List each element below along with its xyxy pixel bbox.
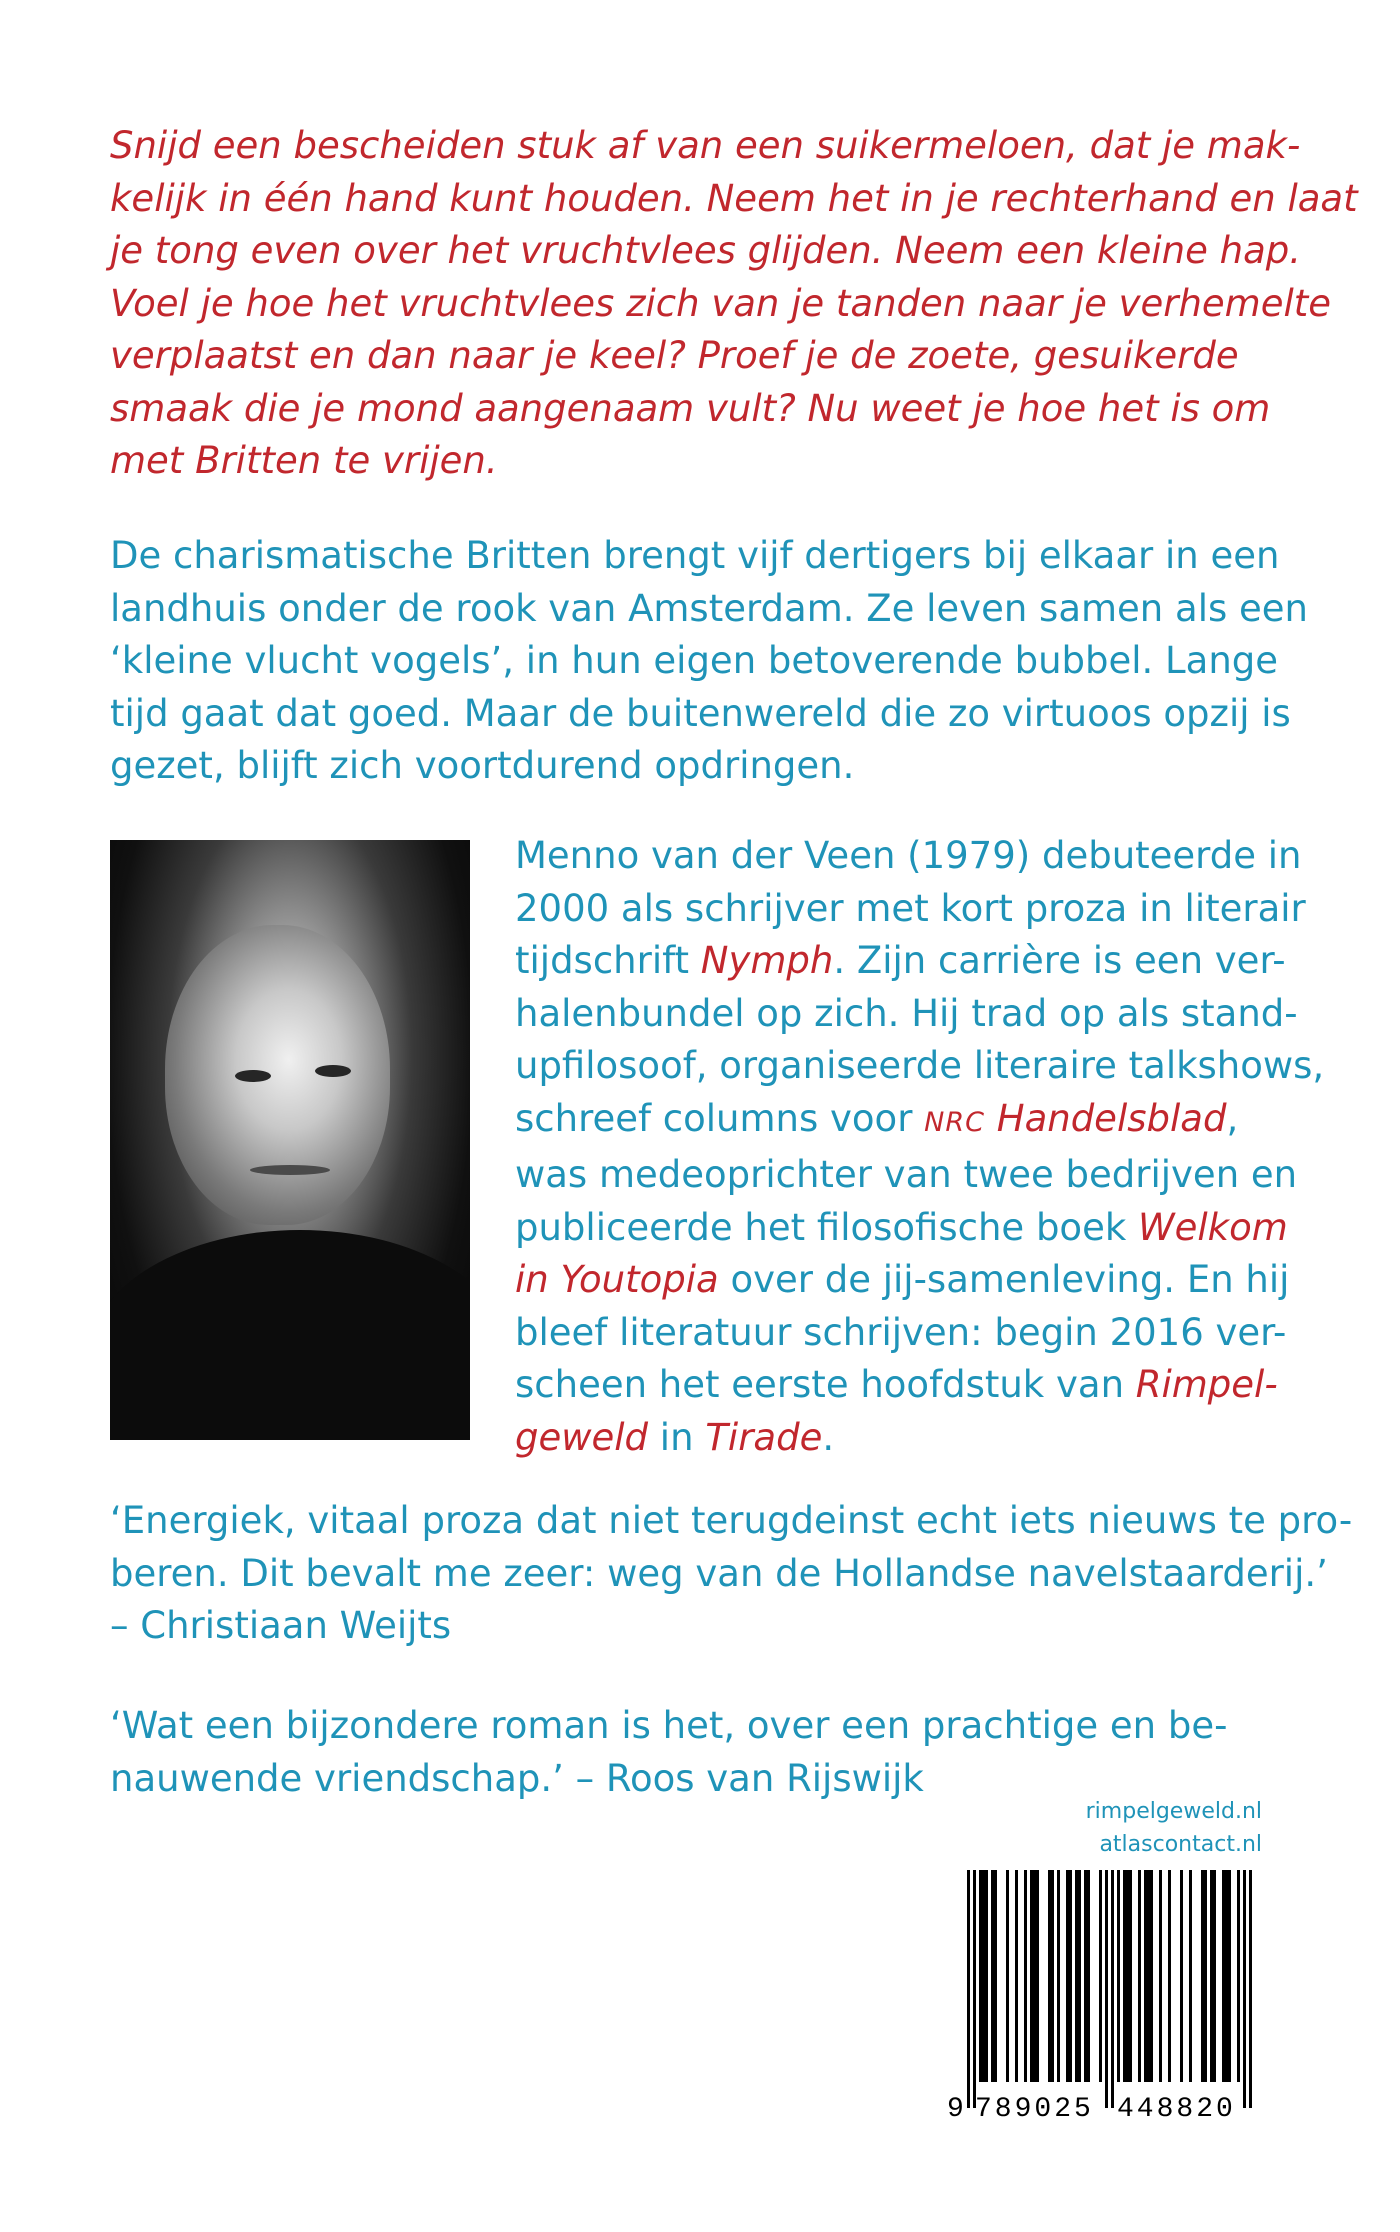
website-link-atlascontact[interactable]: atlascontact.nl — [1099, 1832, 1262, 1857]
barcode-guard-bar — [1105, 1870, 1108, 2108]
barcode-bar — [1168, 1870, 1171, 2082]
bio-line — [515, 935, 1286, 988]
barcode-bar — [1057, 1870, 1060, 2082]
quote-line: ‘Wat een bijzondere roman is het, over een prachtige en be- — [110, 1704, 1228, 1747]
isbn-barcode — [945, 1870, 1263, 2120]
barcode-bar — [1117, 1870, 1120, 2082]
author-photo-eye — [315, 1065, 351, 1077]
quote-attribution: – Christiaan Weijts — [110, 1604, 452, 1647]
barcode-bar — [1180, 1870, 1183, 2082]
bio-line: bleef literatuur schrijven: begin 2016 ver- — [515, 1310, 1287, 1354]
barcode-bar — [991, 1870, 994, 2082]
barcode-bar — [1150, 1870, 1153, 2082]
excerpt-line: verplaatst en dan naar je keel? Proef je de zoete, gesuikerde — [110, 334, 1239, 377]
bio-line: 2000 als schrijver met kort proza in literair — [515, 886, 1306, 930]
bio-line — [515, 1359, 1278, 1412]
website-link-rimpelgeweld[interactable]: rimpelgeweld.nl — [1085, 1799, 1262, 1824]
bio-text: publiceerde het filosofische boek — [515, 1205, 1139, 1249]
barcode-bar — [1024, 1870, 1027, 2082]
barcode-bar — [1213, 1870, 1216, 2082]
bio-line: upfilosoof, organiseerde literaire talkshows, — [515, 1044, 1325, 1087]
book-title-rimpelgeweld: Rimpel- — [1135, 1363, 1278, 1406]
author-bio — [515, 830, 1325, 1464]
synopsis-line: ‘kleine vlucht vogels’, in hun eigen betoverende bubbel. Lange — [110, 639, 1279, 682]
bio-text: . — [822, 1415, 835, 1459]
excerpt-line: Snijd een bescheiden stuk af van een suikermeloen, dat je mak- — [110, 124, 1301, 167]
barcode-bar — [1225, 1870, 1228, 2082]
quote-line: beren. Dit bevalt me zeer: weg van de Hollandse navelstaarderij.’ — [110, 1551, 1328, 1595]
barcode-bar — [1189, 1870, 1192, 2082]
barcode-bar — [1066, 1870, 1069, 2082]
book-title-youtopia: in Youtopia — [515, 1258, 719, 1301]
barcode-bar — [1033, 1870, 1036, 2082]
bio-text: over de jij-samenleving. En hij — [718, 1258, 1290, 1301]
barcode-bar — [1036, 1870, 1039, 2082]
barcode-guard-bar — [973, 1870, 976, 2108]
barcode-bar — [1228, 1870, 1231, 2082]
website-links — [1086, 1795, 1262, 1861]
barcode-digit-first: 9 — [947, 2094, 964, 2120]
author-photo-eye — [235, 1070, 271, 1082]
book-title-rimpelgeweld: geweld — [515, 1415, 649, 1459]
barcode-bars — [945, 1870, 1263, 2120]
barcode-bar — [1222, 1870, 1225, 2082]
quote-line: nauwende vriendschap.’ – Roos van Rijswijk — [110, 1756, 924, 1800]
bio-line — [515, 1254, 1290, 1307]
synopsis-line: tijd gaat dat goed. Maar de buitenwereld die zo virtuoos opzij is — [110, 691, 1291, 735]
bio-line: was medeoprichter van twee bedrijven en — [515, 1153, 1298, 1196]
barcode-digits-right: 448820 — [1117, 2094, 1236, 2120]
barcode-bar — [1204, 1870, 1207, 2082]
barcode-bar — [979, 1870, 982, 2082]
barcode-guard-bar — [967, 1870, 970, 2108]
barcode-bar — [994, 1870, 997, 2082]
barcode-bar — [1138, 1870, 1141, 2082]
bio-line: halenbundel op zich. Hij trad op als stand- — [515, 991, 1298, 1035]
bio-text: scheen het eerste hoofdstuk van — [515, 1363, 1136, 1406]
bio-text: schreef columns voor — [515, 1096, 925, 1140]
excerpt-line: kelijk in één hand kunt houden. Neem het in je rechterhand en laat — [110, 176, 1358, 220]
newspaper-title-handelsblad: Handelsblad — [996, 1096, 1227, 1140]
bio-text: , — [1226, 1096, 1239, 1140]
barcode-bar — [1078, 1870, 1081, 2082]
barcode-bar — [1123, 1870, 1126, 2082]
barcode-digits-left: 789025 — [975, 2094, 1094, 2120]
barcode-bar — [985, 1870, 988, 2082]
synopsis-line: De charismatische Britten brengt vijf dertigers bij elkaar in een — [110, 534, 1280, 577]
bio-line — [515, 1093, 1262, 1150]
bio-line — [515, 1412, 1262, 1465]
excerpt-line: Voel je hoe het vruchtvlees zich van je tanden naar je verhemelte — [110, 281, 1332, 325]
barcode-bar — [1048, 1870, 1051, 2082]
synopsis-line: gezet, blijft zich voortdurend opdringen. — [110, 744, 855, 787]
barcode-bar — [1129, 1870, 1132, 2082]
review-quote-weijts — [110, 1495, 1353, 1653]
newspaper-abbrev-nrc: NRC — [924, 1106, 985, 1138]
synopsis-paragraph — [110, 530, 1308, 793]
barcode-bar — [1201, 1870, 1204, 2082]
barcode-bar — [1087, 1870, 1090, 2082]
barcode-bar — [1006, 1870, 1009, 2082]
barcode-bar — [1069, 1870, 1072, 2082]
author-photo-sweater — [110, 1230, 470, 1440]
magazine-title-tirade: Tirade — [705, 1415, 823, 1459]
excerpt-line: je tong even over het vruchtvlees glijden. Neem een kleine hap. — [110, 229, 1302, 272]
barcode-bar — [1099, 1870, 1102, 2082]
quote-line: ‘Energiek, vitaal proza dat niet terugdeinst echt iets nieuws te pro- — [110, 1499, 1353, 1542]
author-photo-face — [165, 925, 390, 1225]
barcode-bar — [1159, 1870, 1162, 2082]
review-quote-rijswijk — [110, 1700, 1262, 1805]
synopsis-line: landhuis onder de rook van Amsterdam. Ze leven samen als een — [110, 586, 1308, 630]
barcode-guard-bar — [1111, 1870, 1114, 2108]
bio-text: in — [648, 1415, 706, 1459]
barcode-bar — [1051, 1870, 1054, 2082]
barcode-bar — [982, 1870, 985, 2082]
barcode-bar — [1210, 1870, 1213, 2082]
author-photo-mouth — [250, 1165, 330, 1175]
magazine-title-nymph: Nymph — [700, 939, 834, 982]
excerpt-line: met Britten te vrijen. — [110, 439, 498, 482]
barcode-bar — [1030, 1870, 1033, 2082]
author-photo — [110, 840, 470, 1440]
barcode-bar — [1144, 1870, 1147, 2082]
book-title-welkom: Welkom — [1138, 1205, 1288, 1249]
excerpt-line: smaak die je mond aangenaam vult? Nu weet je hoe het is om — [110, 386, 1271, 430]
excerpt-paragraph — [110, 120, 1358, 488]
bio-line: Menno van der Veen (1979) debuteerde in — [515, 834, 1302, 877]
barcode-bar — [1084, 1870, 1087, 2082]
barcode-bar — [1147, 1870, 1150, 2082]
barcode-guard-bar — [1243, 1870, 1246, 2108]
bio-text: . Zijn carrière is een ver- — [833, 939, 1286, 982]
barcode-guard-bar — [1249, 1870, 1252, 2108]
barcode-bar — [1126, 1870, 1129, 2082]
barcode-bar — [1237, 1870, 1240, 2082]
barcode-bar — [1075, 1870, 1078, 2082]
barcode-bar — [1015, 1870, 1018, 2082]
bio-text: tijdschrift — [515, 939, 701, 982]
bio-line — [515, 1202, 1288, 1255]
